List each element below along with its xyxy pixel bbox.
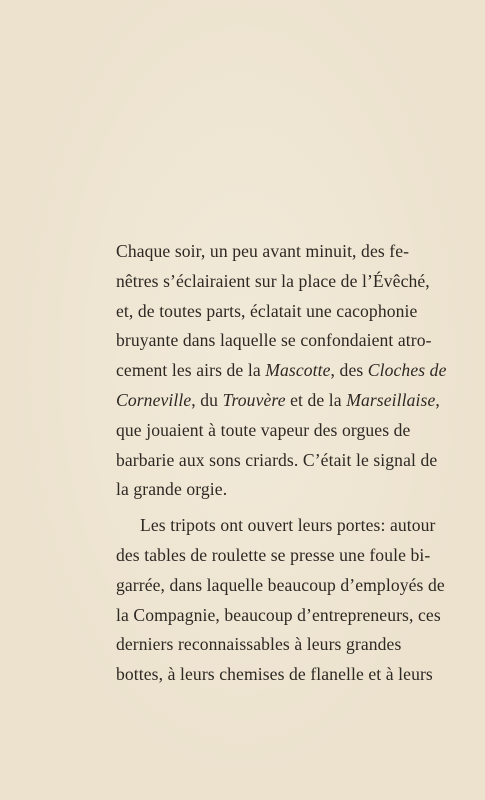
- text-line: [116, 386, 440, 416]
- text-line: [116, 416, 434, 446]
- line-text: que jouaient à toute vapeur des orgues de: [116, 419, 411, 440]
- text-line: [116, 660, 434, 690]
- text-line: [116, 475, 434, 505]
- line-text: barbarie aux sons criards. C’était le signal de: [116, 449, 438, 470]
- line-text: la Compagnie, beaucoup d’entrepreneurs, ces: [116, 604, 441, 625]
- line-text: Chaque soir, un peu avant minuit, des fe-: [116, 241, 410, 261]
- line-text: , du: [191, 389, 223, 410]
- line-text: cement les airs de la: [116, 360, 266, 381]
- text-line: [116, 541, 434, 571]
- text-line: [116, 630, 434, 660]
- line-text: bottes, à leurs chemises de flanelle et à leurs: [116, 664, 433, 685]
- line-text: bruyante dans laquelle se confondaient atro-: [116, 330, 432, 351]
- title-corneville: Corneville: [116, 389, 192, 410]
- text-line: [116, 446, 438, 476]
- line-text: Les tripots ont ouvert leurs portes: autour: [140, 515, 436, 536]
- text-line: [116, 356, 447, 386]
- title-mascotte: Mascotte: [265, 360, 331, 381]
- text-line: [116, 237, 434, 267]
- text-line: [116, 601, 441, 631]
- text-line: [116, 267, 434, 297]
- line-text: nêtres s’éclairaient sur la place de l’Évêché,: [116, 270, 430, 291]
- line-text: , des: [330, 360, 368, 381]
- line-text: ,: [435, 389, 440, 410]
- line-text: des tables de roulette se presse une foule bi-: [116, 544, 431, 565]
- text-line: [116, 326, 434, 356]
- title-marseillaise: Marseillaise: [346, 389, 436, 410]
- line-text: derniers reconnaissables à leurs grandes: [116, 634, 402, 655]
- text-line: [116, 571, 445, 601]
- body-text: [116, 237, 447, 690]
- line-text: garrée, dans laquelle beaucoup d’employés de: [116, 574, 445, 595]
- line-text: la grande orgie.: [116, 479, 228, 500]
- line-text: et de la: [285, 389, 347, 410]
- line-text: et, de toutes parts, éclatait une cacophonie: [116, 300, 418, 321]
- text-line: [116, 297, 434, 327]
- text-line: [116, 511, 434, 541]
- title-trouvere: Trouvère: [222, 389, 286, 410]
- title-cloches: Cloches de: [367, 360, 447, 381]
